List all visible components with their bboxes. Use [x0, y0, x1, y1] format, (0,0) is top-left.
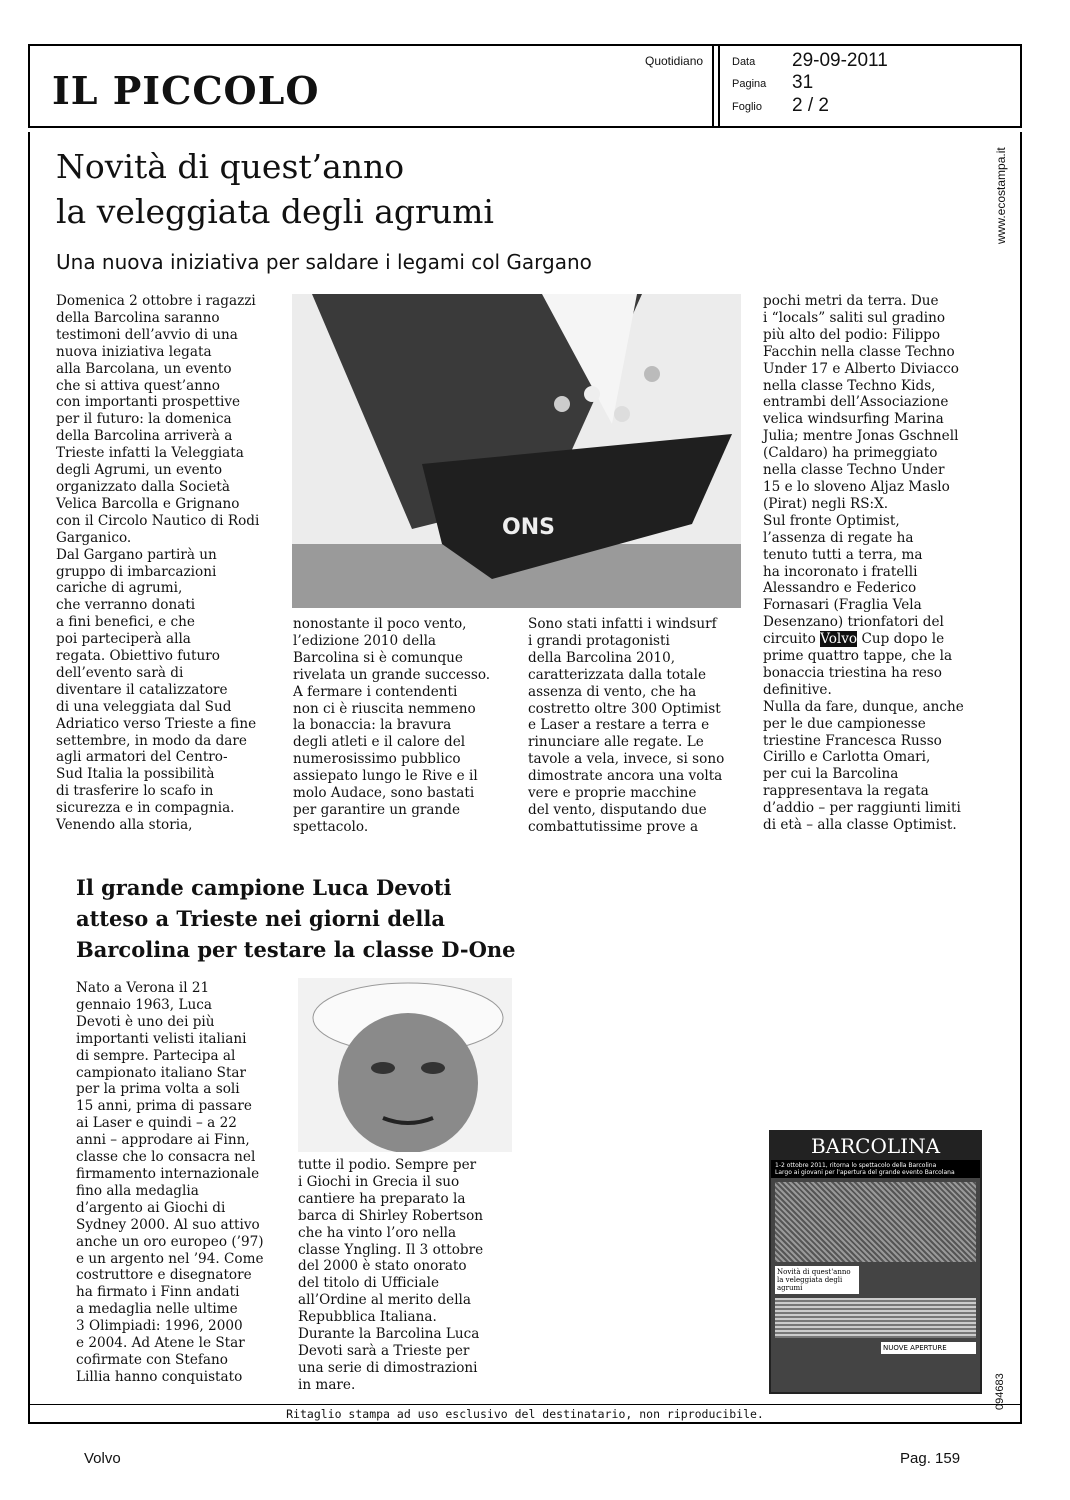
- sheet-label: Foglio: [732, 101, 762, 113]
- date-value: 29-09-2011: [792, 50, 888, 71]
- masthead: [28, 44, 1022, 128]
- sailboat-photo: [292, 294, 741, 608]
- sheet-value: 2 / 2: [792, 95, 829, 116]
- page-number: Pag. 159: [900, 1450, 961, 1467]
- page-value: 31: [792, 72, 814, 93]
- page-label: Pagina: [732, 78, 767, 90]
- newspaper-title: IL PICCOLO: [52, 68, 320, 113]
- publication-type: Quotidiano: [645, 54, 704, 68]
- clip-code: 094683: [994, 1373, 1006, 1410]
- portrait-photo: [298, 978, 512, 1152]
- article-column-4: pochi metri da terra. Due i “locals” saliti sul gradino più alto del podio: Filippo Facchin nella classe Techno Under 17 e Alberto Diviacco nella classe Techno Kids, entrambi dell’Associazione velica windsurfing Marina Julia; mentre Jonas Gschnell (Caldaro) ha primeggiato nella classe Techno Under 15 e lo sloveno Aljaz Maslo (Pirat) negli RS:X. Sul fronte Optimist, l’assenza di regate ha tenuto tutti a terra, ma ha incoronato i fratelli Alessandro e Federico Fornasari (Fraglia Vela Desenzano) trionfatori del circuito Volvo Cup dopo le prime quattro tappe, che la bonaccia triestina ha reso definitive. Nulla da fare, dunque, anche per le due campionesse triestine Francesca Russo Cirillo e Carlotta Omari, per cui la Barcolina rappresentava la regata d’addio – per raggiunti limiti di età – alla classe Optimist.: [763, 293, 964, 834]
- source-url: www.ecostampa.it: [994, 147, 1008, 244]
- headline: Novità di quest’anno la veleggiata degli agrumi: [56, 147, 494, 231]
- article-column-1: Domenica 2 ottobre i ragazzi della Barcolina saranno testimoni dell’avvio di una nuova iniziativa legata alla Barcolana, un evento che si attiva quest’anno con importanti prospettive per il futuro: la domenica della Barcolina arriverà a Trieste infatti la Veleggiata degli Agrumi, un evento organizzato dalla Società Velica Barcolla e Grignano con il Circolo Nautico di Rodi Garganico. Dal Gargano partirà un gruppo di imbarcazioni cariche di agrumi, che verranno donati a fini benefici, e che poi parteciperà alla regata. Obiettivo futuro dell’evento sarà di diventare il catalizzatore di una veleggiata dal Sud Adriatico verso Trieste a fine settembre, in modo da dare agli armatori del Centro- Sud Italia la possibilità di trasferire lo scafo in sicurezza e in compagnia. Venendo alla storia,: [56, 293, 260, 834]
- date-label: Data: [732, 56, 756, 68]
- headline-2: Il grande campione Luca Devoti atteso a Trieste nei giorni della Barcolina per testare la classe D-One: [76, 875, 516, 962]
- page-thumbnail: BARCOLINA 1-2 ottobre 2011, ritorna lo spettacolo della Barcolina Largo ai giovani per l'apertura del grande evento Barcolana Novità di quest'anno la veleggiata degli agrumi NUOVE APERTURE: [769, 1130, 982, 1394]
- article2-column-2: tutte il podio. Sempre per i Giochi in Grecia il suo cantiere ha preparato la barca di Shirley Robertson che ha vinto l’oro nella classe Yngling. Il 3 ottobre del 2000 è stato onorato del titolo di Ufficiale all’Ordine al merito della Repubblica Italiana. Durante la Barcolina Luca Devoti sarà a Trieste per una serie di dimostrazioni in mare.: [298, 1157, 484, 1393]
- keyword-label: Volvo: [84, 1450, 121, 1467]
- keyword-highlight: Volvo: [820, 631, 858, 648]
- thumbnail-banner: 1-2 ottobre 2011, ritorna lo spettacolo della Barcolina Largo ai giovani per l'apertura del grande evento Barcolana: [771, 1160, 980, 1178]
- article-column-2: nonostante il poco vento, l’edizione 2010 della Barcolina si è comunque rivelata un grande successo. A fermare i contendenti non ci è riuscita nemmeno la bonaccia: la bravura degli atleti e il calore del numerosissimo pubblico assiepato lungo le Rive e il molo Audace, sono bastati per garantire un grande spettacolo.: [293, 616, 491, 835]
- svg-text:ONS: ONS: [502, 515, 555, 540]
- article2-column-1: Nato a Verona il 21 gennaio 1963, Luca Devoti è uno dei più importanti velisti italiani di sempre. Partecipa al campionato italiano Star per la prima volta a soli 15 anni, prima di passare ai Laser e quindi – a 22 anni – approdare ai Finn, classe che lo consacra nel firmamento internazionale fino alla medaglia d’argento ai Giochi di Sydney 2000. Al suo attivo anche un oro europeo (’97) e un argento nel ’94. Come costruttore e disegnatore ha firmato i Finn andati a medaglia nelle ultime 3 Olimpiadi: 1996, 2000 e 2004. Ad Atene le Star cofirmate con Stefano Lillia hanno conquistato: [76, 980, 264, 1385]
- copyright-notice: Ritaglio stampa ad uso esclusivo del destinatario, non riproducibile.: [30, 1404, 1020, 1423]
- subheadline: Una nuova iniziativa per saldare i legami col Gargano: [56, 250, 592, 274]
- article-column-3: Sono stati infatti i windsurf i grandi protagonisti della Barcolina 2010, caratterizzata dalla totale assenza di vento, che ha costretto oltre 300 Optimist e Laser a restare a terra e rinunciare alle regate. Le tavole a vela, invece, si sono dimostrate ancora una volta vere e proprie macchine del vento, disputando due combattutissime prove a: [528, 616, 725, 835]
